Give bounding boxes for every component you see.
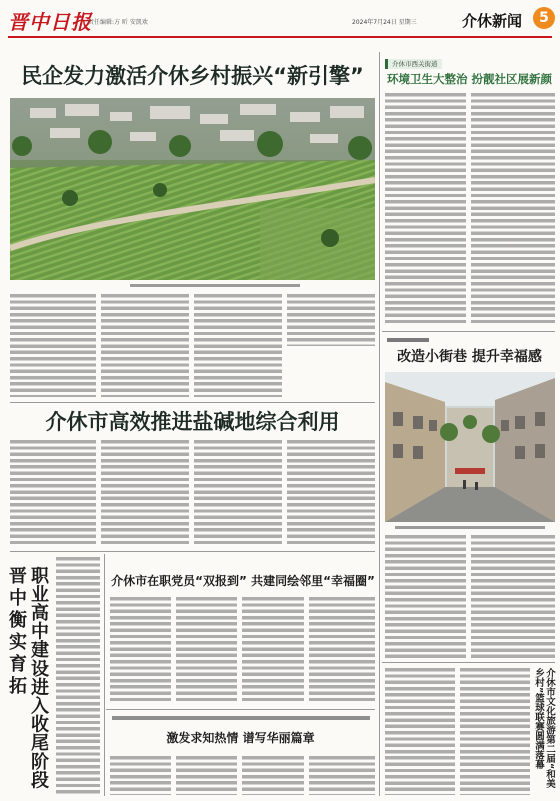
- column-divider-lower-left: [104, 554, 105, 796]
- saline-body-col4: [287, 440, 375, 545]
- alley-photo: [385, 372, 555, 522]
- village-aerial-image: [10, 98, 375, 280]
- party-body-col4: [309, 597, 375, 704]
- lead-photo: [10, 98, 375, 280]
- masthead: [0, 0, 560, 40]
- party-body-col3: [242, 597, 304, 704]
- alley-headline: 改造小街巷 提升幸福感: [397, 349, 542, 365]
- saline-headline: 介休市高效推进盐碱地综合利用: [45, 410, 340, 434]
- school-headline-col1: 晋中衡实育拓: [6, 566, 27, 698]
- school-headline-col2: 职业高中建设进入收尾阶段: [28, 566, 49, 790]
- tsinghua-body-col1: [110, 756, 171, 795]
- saline-body-col2: [101, 440, 189, 545]
- lead-body-col2: [101, 294, 189, 397]
- xiguan-kicker: 介休市西关街道: [392, 60, 438, 68]
- tsinghua-body-col3: [242, 756, 304, 795]
- column-divider-main: [379, 52, 380, 796]
- section-rule: [382, 331, 555, 332]
- lead-body-col1: [10, 294, 96, 397]
- masthead-rule: [8, 36, 552, 38]
- basketball-headline: 介休市文化旅游第二届“和美乡村”篮球联赛圆满落幕: [533, 668, 555, 789]
- page-number: 5: [539, 10, 549, 26]
- xiguan-kicker-box: [385, 59, 442, 69]
- alley-kicker: [387, 338, 429, 342]
- alley-body-col2: [471, 535, 555, 658]
- party-body-col2: [176, 597, 237, 704]
- alley-photo-caption: [395, 526, 545, 529]
- section-title: 介休新闻: [462, 12, 523, 30]
- xiguan-body-col1: [385, 93, 466, 326]
- lead-headline: 民企发力激活介休乡村振兴“新引擎”: [21, 64, 364, 88]
- street-image: [385, 372, 555, 522]
- alley-body-col1: [385, 535, 466, 658]
- lead-body-col4: [287, 294, 375, 346]
- tsinghua-body-col2: [176, 756, 237, 795]
- saline-body-col1: [10, 440, 96, 545]
- lead-body-col3: [194, 294, 282, 397]
- basketball-body-col2: [460, 668, 530, 795]
- party-headline: 介休市在职党员“双报到” 共建同绘邻里“幸福圈”: [111, 574, 375, 588]
- xiguan-body-col2: [471, 93, 555, 326]
- section-rule: [106, 709, 375, 710]
- editors-line: 责任编辑:方 昕 安凯欢: [88, 19, 148, 26]
- masthead-logo: 晋中日报: [8, 10, 92, 34]
- issue-date: 2024年7月24日 星期三: [352, 19, 417, 26]
- section-rule: [10, 551, 375, 552]
- section-rule: [10, 402, 375, 403]
- lead-photo-caption: [130, 284, 300, 287]
- section-rule: [382, 662, 555, 663]
- xiguan-headline: 环境卫生大整治 扮靓社区展新颜: [386, 72, 552, 86]
- school-body: [56, 557, 100, 795]
- party-body-col1: [110, 597, 171, 704]
- basketball-body-col1: [385, 668, 455, 795]
- tsinghua-kicker: [112, 716, 370, 720]
- tsinghua-body-col4: [309, 756, 375, 795]
- tsinghua-headline: 激发求知热情 谱写华丽篇章: [166, 731, 315, 745]
- saline-body-col3: [194, 440, 282, 545]
- page-number-badge: [533, 7, 555, 29]
